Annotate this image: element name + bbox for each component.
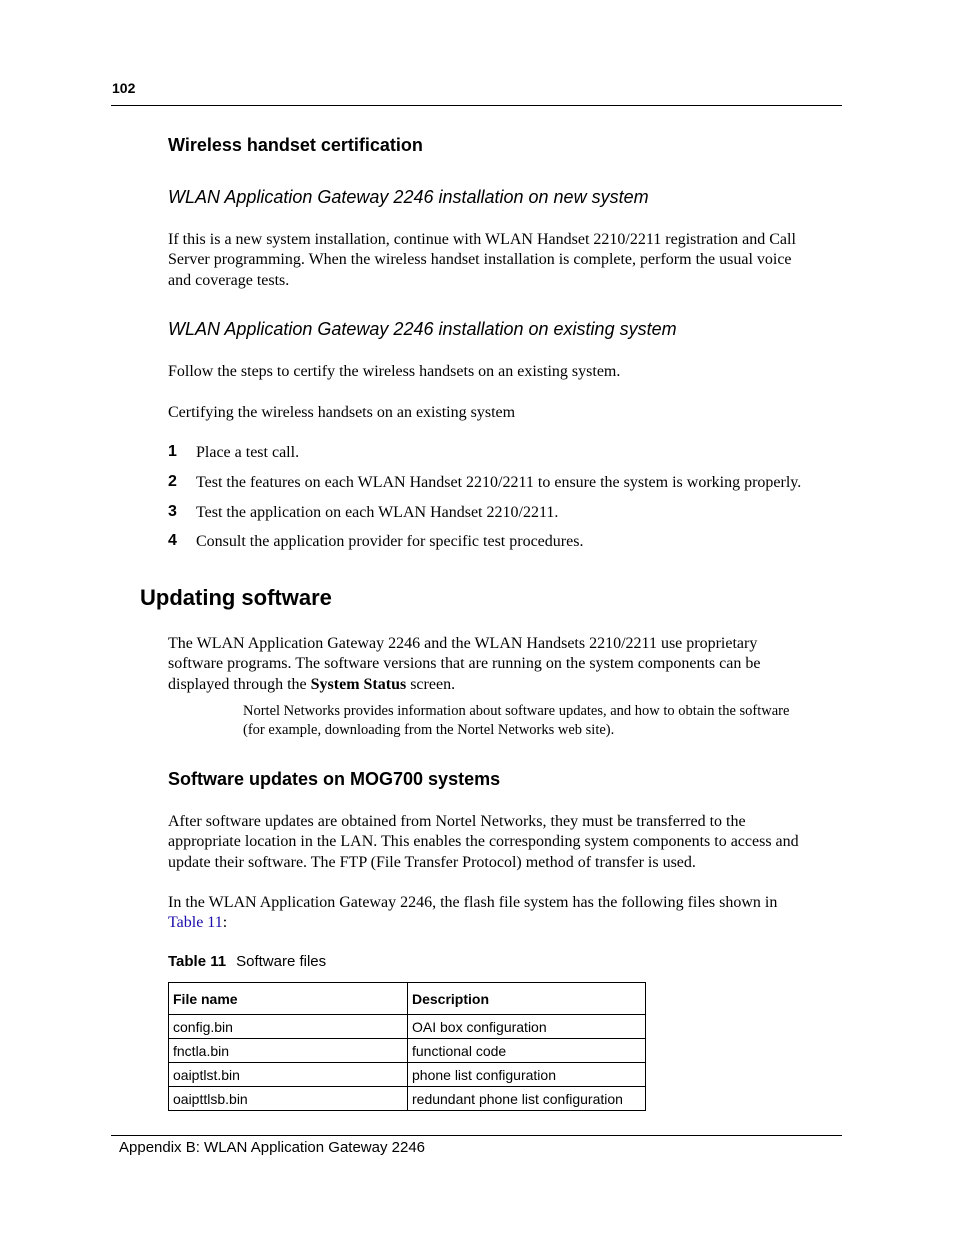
header-rule [111,105,842,106]
table-row [169,1087,646,1111]
existing-system-intro: Follow the steps to certify the wireless handsets on an existing system. [168,363,621,380]
footer-text: Appendix B: WLAN Application Gateway 2246 [119,1139,426,1156]
step-text: Place a test call. [196,444,300,461]
paragraph-line: and coverage tests. [168,271,290,289]
table-row [169,1039,646,1063]
step-number: 2 [168,473,177,490]
step-text: Test the features on each WLAN Handset 2210/2211 to ensure the system is working properly. [196,474,802,491]
step-number: 3 [168,503,177,520]
paragraph-line [168,675,848,695]
step-number: 4 [168,532,177,549]
description-cell: redundant phone list configuration [408,1087,646,1111]
file-name-cell: fnctla.bin [169,1039,408,1063]
subsection-title-new-system: WLAN Application Gateway 2246 installation on new system [168,187,649,207]
column-header-description: Description [408,983,646,1015]
paragraph-line: The WLAN Application Gateway 2246 and the WLAN Handsets 2210/2211 use proprietary [168,635,758,652]
section-title-updating-software: Updating software [140,585,332,610]
mog700-paragraph-1 [168,812,848,873]
step-text: Consult the application provider for specific test procedures. [196,533,584,550]
step-number: 1 [168,443,177,460]
table-row [169,1063,646,1087]
paragraph-line: software programs. The software versions that are running on the system components can be [168,655,761,673]
new-system-paragraph [168,230,848,291]
note-line: Nortel Networks provides information about software updates, and how to obtain the software [243,703,790,719]
description-cell: phone list configuration [408,1063,646,1087]
paragraph-line: appropriate location in the LAN. This enables the corresponding system components to access and [168,833,799,851]
paragraph-line: In the WLAN Application Gateway 2246, the flash file system has the following files shown in [168,894,778,911]
note-line: (for example, downloading from the Nortel Networks web site). [243,721,615,738]
procedure-title: Certifying the wireless handsets on an existing system [168,404,516,421]
page-number: 102 [112,80,136,96]
subsection-title-existing-system: WLAN Application Gateway 2246 installation on existing system [168,319,677,339]
table-caption-label: Table 11 [168,953,227,970]
paragraph-line: update their software. The FTP (File Transfer Protocol) method of transfer is used. [168,853,696,871]
software-files-table [168,982,646,1111]
note-paragraph [243,702,843,739]
section-title-certification: Wireless handset certification [168,135,423,155]
file-name-cell: oaipttlsb.bin [169,1087,408,1111]
paragraph-line: After software updates are obtained from Nortel Networks, they must be transferred to the [168,813,746,830]
step-text: Test the application on each WLAN Handset 2210/2211. [196,504,559,521]
system-status-term: System Status [310,675,407,693]
description-cell: OAI box configuration [408,1015,646,1039]
section-title-mog700: Software updates on MOG700 systems [168,769,501,789]
updating-paragraph [168,634,848,695]
paragraph-line: If this is a new system installation, continue with WLAN Handset 2210/2211 registration and Call [168,231,796,248]
footer-rule [111,1135,842,1136]
table-11-link[interactable]: Table 11 [168,914,223,932]
text-run: : [222,914,228,932]
file-name-cell: config.bin [169,1015,408,1039]
table-header-row [169,983,646,1015]
description-cell: functional code [408,1039,646,1063]
text-run: screen. [406,675,456,693]
table-caption-text: Software files [236,953,327,970]
table-row [169,1015,646,1039]
text-run: displayed through the [168,675,311,693]
paragraph-line [168,913,848,933]
column-header-file-name: File name [169,983,408,1015]
file-name-cell: oaiptlst.bin [169,1063,408,1087]
paragraph-line: Server programming. When the wireless handset installation is complete, perform the usual voice [168,251,792,269]
mog700-paragraph-2 [168,893,848,934]
table-caption [168,953,326,970]
